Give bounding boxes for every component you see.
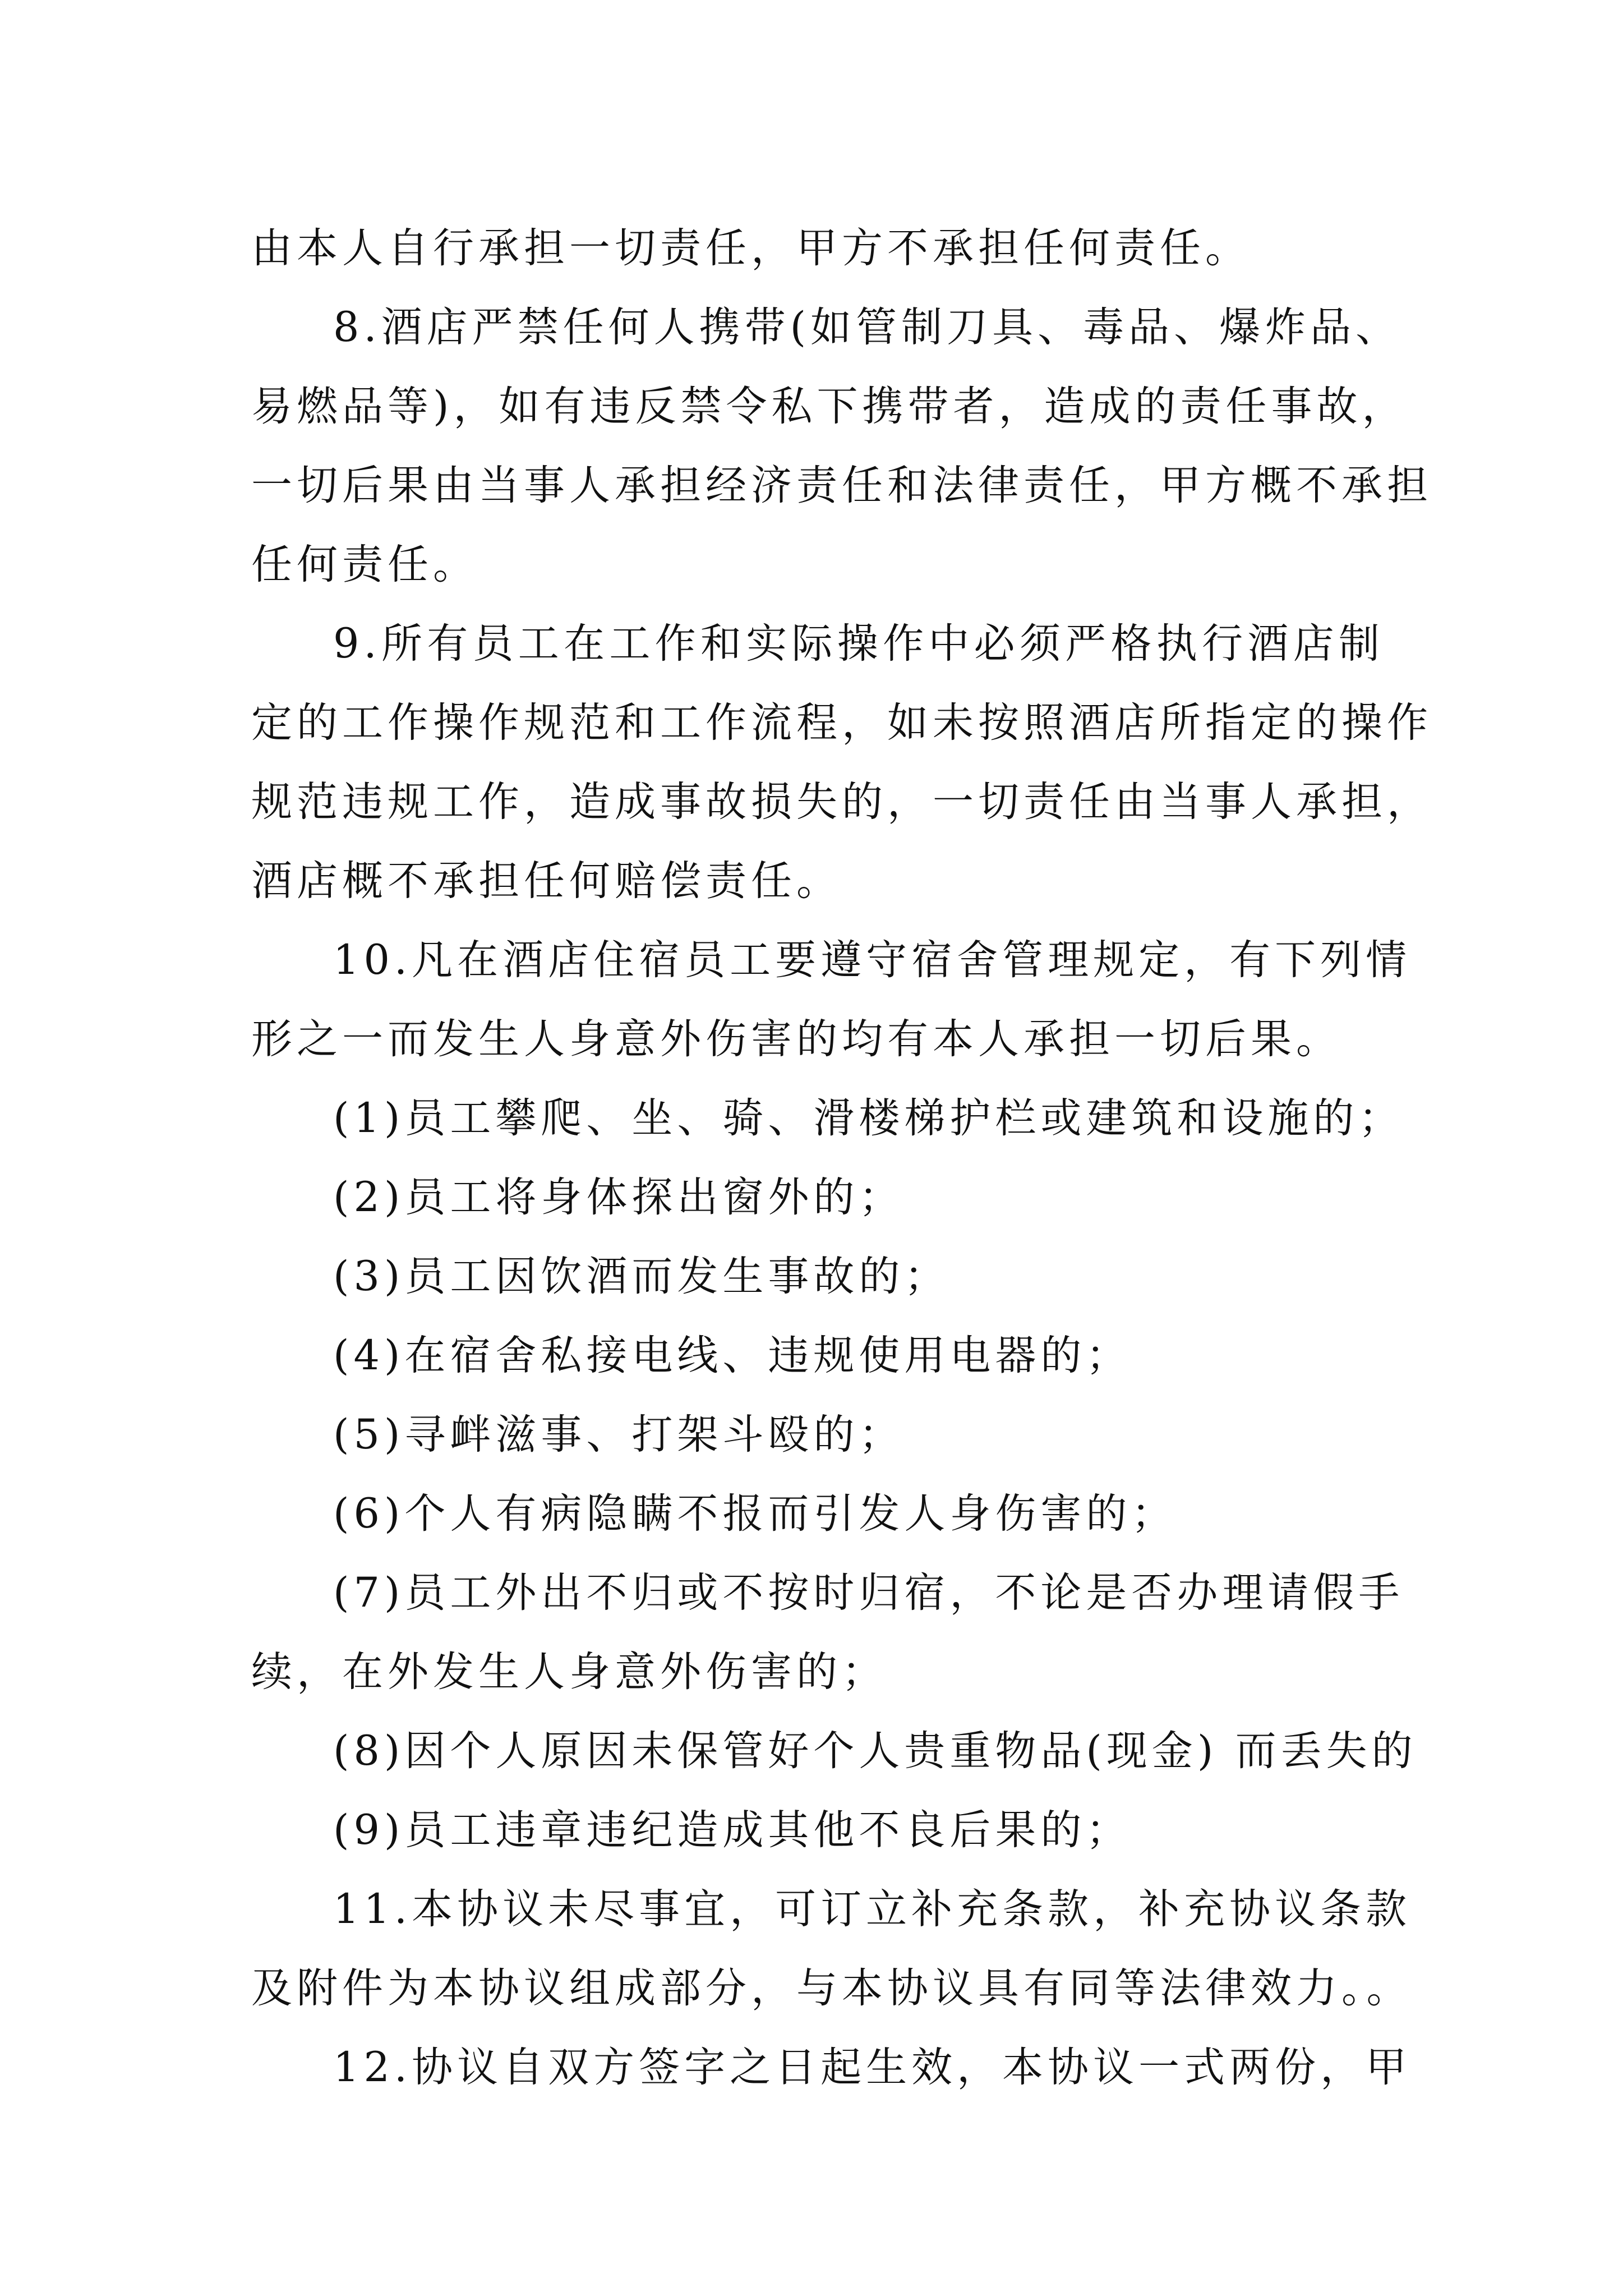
text-line: 11.本协议未尽事宜，可订立补充条款，补充协议条款 [333,1885,1412,1933]
text-line: 由本人自行承担一切责任，甲方不承担任何责任。 [251,224,1251,272]
text-line: 及附件为本协议组成部分，与本协议具有同等法律效力。。 [251,1964,1412,2012]
list-item: (9)员工违章违纪造成其他不良后果的； [333,1806,1132,1854]
text-line: 定的工作操作规范和工作流程，如未按照酒店所指定的操作 [251,699,1432,747]
text-line: 9.所有员工在工作和实际操作中必须严格执行酒店制 [333,620,1384,668]
text-line: 续，在外发生人身意外伤害的； [251,1648,887,1696]
text-line: 任何责任。 [251,541,478,588]
list-item: (3)员工因饮酒而发生事故的； [333,1253,950,1300]
text-line: 一切后果由当事人承担经济责任和法律责任，甲方概不承担 [251,462,1432,509]
text-line: 规范违规工作，造成事故损失的，一切责任由当事人承担， [251,778,1432,826]
list-item: (6)个人有病隐瞒不报而引发人身伤害的； [333,1490,1177,1538]
document-body [251,209,1432,2107]
text-line: 10.凡在酒店住宿员工要遵守宿舍管理规定，有下列情 [333,936,1412,984]
text-line: 形之一而发生人身意外伤害的均有本人承担一切后果。 [251,1015,1341,1063]
text-line: 12.协议自双方签字之日起生效，本协议一式两份，甲 [333,2044,1412,2091]
list-item: (7)员工外出不归或不按时归宿，不论是否办理请假手 [333,1569,1404,1617]
text-line: 酒店概不承担任何赔偿责任。 [251,857,842,905]
text-line: 8.酒店严禁任何人携带(如管制刀具、毒品、爆炸品、 [333,303,1401,351]
text-line: 易燃品等)，如有违反禁令私下携带者，造成的责任事故， [251,383,1408,430]
list-item: (8)因个人原因未保管好个人贵重物品(现金) 而丢失的 [333,1727,1417,1775]
list-item: (4)在宿舍私接电线、违规使用电器的； [333,1332,1132,1379]
list-item: (2)员工将身体探出窗外的； [333,1174,905,1221]
list-item: (5)寻衅滋事、打架斗殴的； [333,1411,905,1458]
list-item: (1)员工攀爬、坐、骑、滑楼梯护栏或建筑和设施的； [333,1094,1404,1142]
